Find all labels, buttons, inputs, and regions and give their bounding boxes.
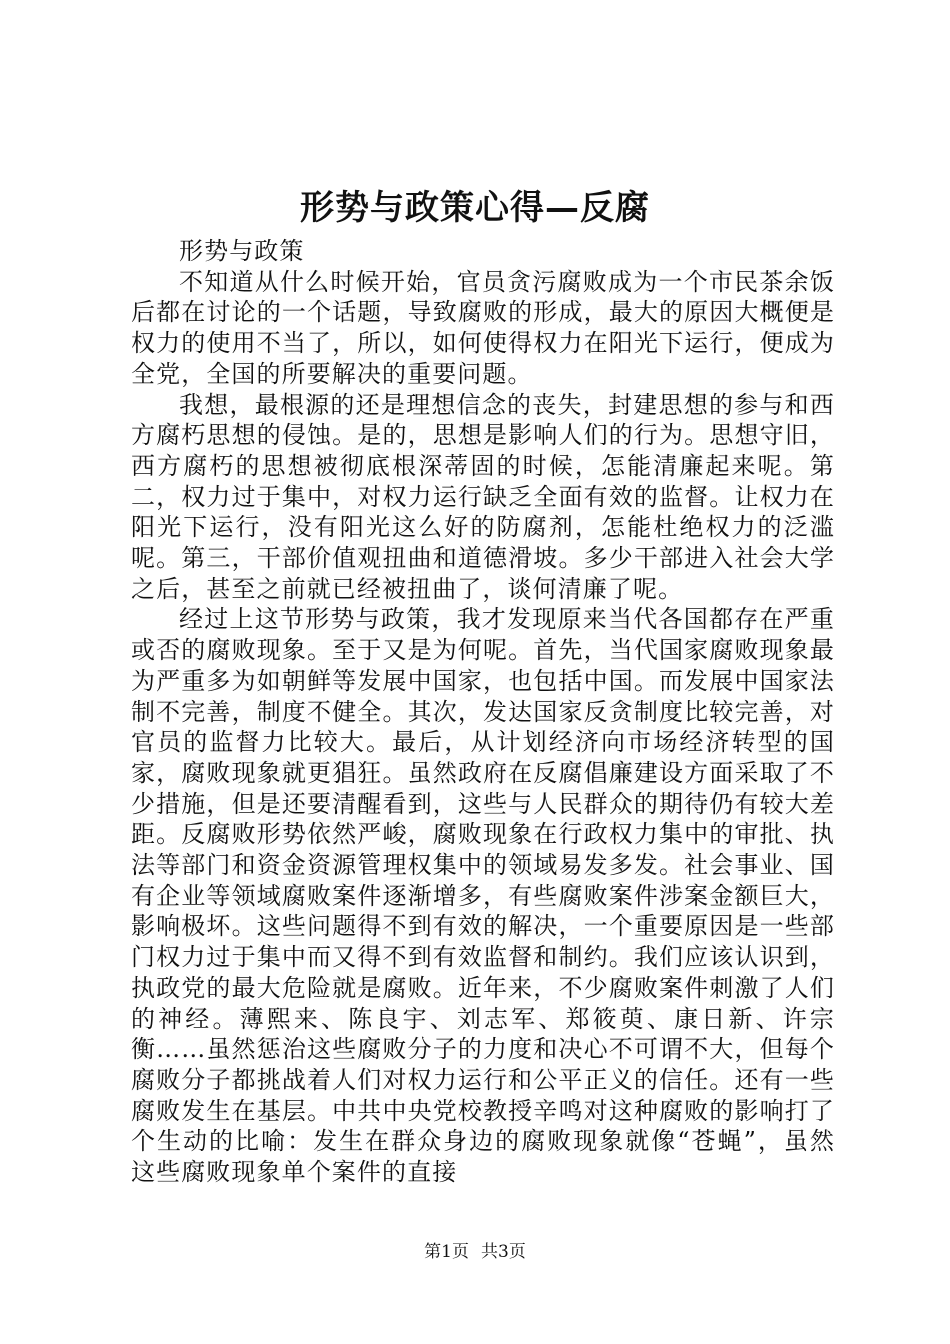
page-total: 共3页 <box>481 1242 526 1262</box>
paragraph: 经过上这节形势与政策，我才发现原来当代各国都存在严重或否的腐败现象。至于又是为何呢。首先，当代国家腐败现象最为严重多为如朝鲜等发展中国家，也包括中国。而发展中国家法制不完善，制度不健全。其次，发达国家反贪制度比较完善，对官员的监督力比较大。最后，从计划经济向市场经济转型的国家，腐败现象就更猖狂。虽然政府在反腐倡廉建设方面采取了不少措施，但是还要清醒看到，这些与人民群众的期待仍有较大差距。反腐败形势依然严峻，腐败现象在行政权力集中的审批、执法等部门和资金资源管理权集中的领域易发多发。社会事业、国有企业等领域腐败案件逐渐增多，有些腐败案件涉案金额巨大，影响极坏。这些问题得不到有效的解决，一个重要原因是一些部门权力过于集中而又得不到有效监督和制约。我们应该认识到，执政党的最大危险就是腐败。近年来，不少腐败案件刺激了人们的神经。薄熙来、陈良宇、刘志军、郑筱萸、康日新、许宗衡……虽然惩治这些腐败分子的力度和决心不可谓不大，但每个腐败分子都挑战着人们对权力运行和公平正义的信任。还有一些腐败发生在基层。中共中央党校教授辛鸣对这种腐败的影响打了个生动的比喻：发生在群众身边的腐败现象就像“苍蝇”，虽然这些腐败现象单个案件的直接 <box>131 605 835 1187</box>
paragraph: 不知道从什么时候开始，官员贪污腐败成为一个市民茶余饭后都在讨论的一个话题，导致腐败的形成，最大的原因大概便是权力的使用不当了，所以，如何使得权力在阳光下运行，便成为全党，全国的所要解决的重要问题。 <box>131 267 835 388</box>
page-number: 第1页 <box>424 1242 469 1262</box>
paragraph: 我想，最根源的还是理想信念的丧失，封建思想的参与和西方腐朽思想的侵蚀。是的，思想是影响人们的行为。思想守旧，西方腐朽的思想被彻底根深蒂固的时候，怎能清廉起来呢。第二，权力过于集中，对权力运行缺乏全面有效的监督。让权力在阳光下运行，没有阳光这么好的防腐剂，怎能杜绝权力的泛滥呢。第三，干部价值观扭曲和道德滑坡。多少干部进入社会大学之后，甚至之前就已经被扭曲了，谈何清廉了呢。 <box>131 390 835 603</box>
page-footer <box>0 1240 950 1264</box>
document-title: 形势与政策心得—反腐 <box>300 188 650 228</box>
document-body <box>131 236 835 1188</box>
document-subheading: 形势与政策 <box>179 237 305 265</box>
